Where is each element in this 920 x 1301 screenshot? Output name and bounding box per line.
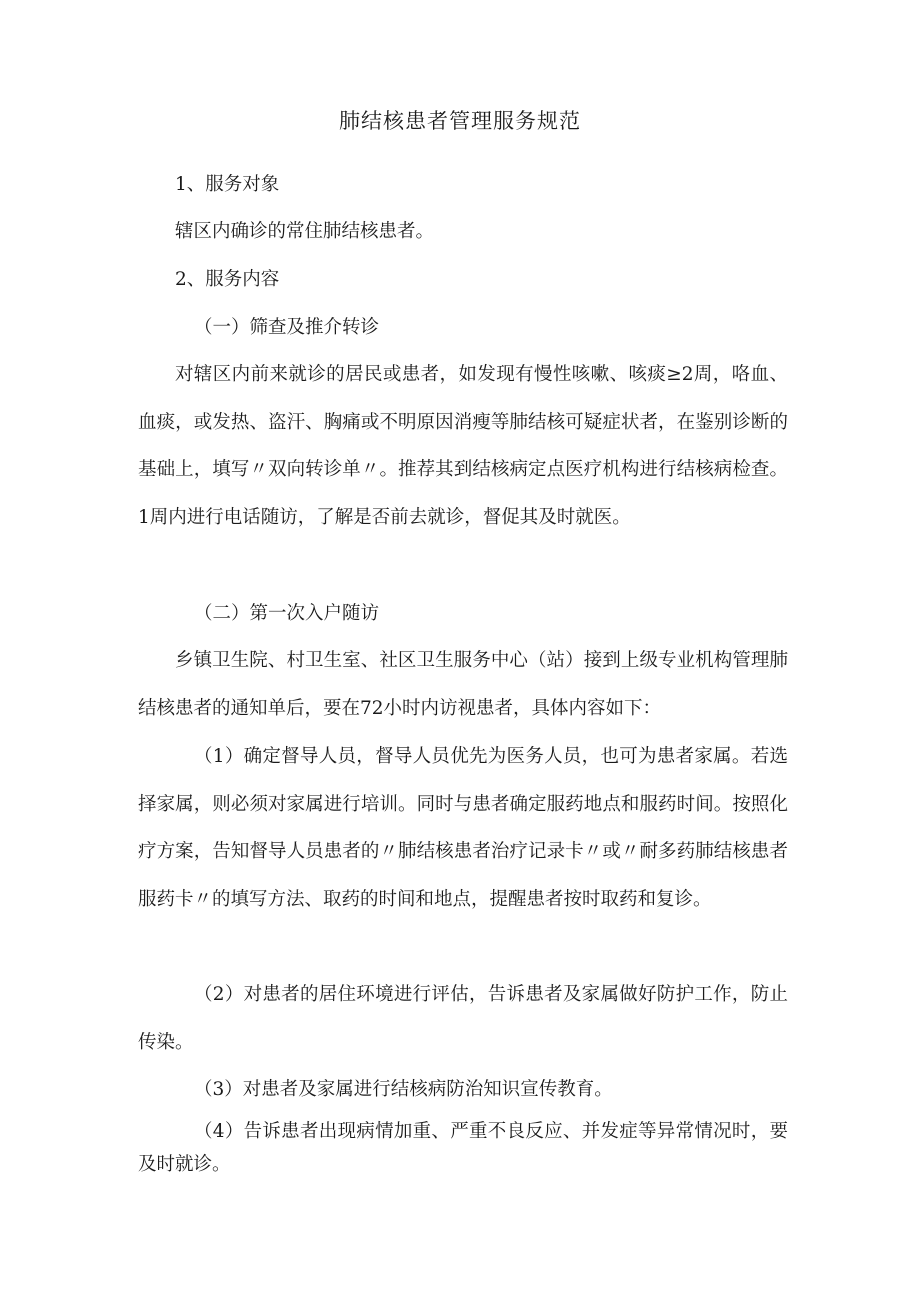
subheading-first-home-visit: （二）第一次入户随访 <box>194 603 380 624</box>
list-item-3-education: （3）对患者及家属进行结核病防治知识宣传教育。 <box>194 1079 613 1100</box>
subheading-screening-referral: （一）筛查及推介转诊 <box>194 317 380 338</box>
section-heading-service-content: 2、服务内容 <box>175 269 280 290</box>
list-item-2-environment: （2）对患者的居住环境进行评估，告诉患者及家属做好防护工作，防止传染。 <box>138 984 788 1053</box>
paragraph-first-home-visit: 乡镇卫生院、村卫生室、社区卫生服务中心（站）接到上级专业机构管理肺结核患者的通知单后，要在72小时内访视患者，具体内容如下： <box>138 650 788 719</box>
paragraph-screening-referral: 对辖区内前来就诊的居民或患者，如发现有慢性咳嗽、咳痰≥2周，咯血、血痰，或发热、盗汗、胸痛或不明原因消瘦等肺结核可疑症状者，在鉴别诊断的基础上，填写〃双向转诊单〃。推荐其到结核病定点医疗机构进行结核病检查。1周内进行电话随访，了解是否前去就诊，督促其及时就医。 <box>138 364 788 528</box>
list-item-4-seek-care: （4）告诉患者出现病情加重、严重不良反应、并发症等异常情况时，要及时就诊。 <box>138 1121 788 1175</box>
section-heading-service-target: 1、服务对象 <box>175 174 280 195</box>
paragraph-service-target: 辖区内确诊的常住肺结核患者。 <box>175 221 435 242</box>
list-item-1-supervisor: （1）确定督导人员，督导人员优先为医务人员，也可为患者家属。若选择家属，则必须对家属进行培训。同时与患者确定服药地点和服药时间。按照化疗方案，告知督导人员患者的〃肺结核患者治疗记录卡〃或〃耐多药肺结核患者服药卡〃的填写方法、取药的时间和地点，提醒患者按时取药和复诊。 <box>138 746 788 910</box>
document-title: 肺结核患者管理服务规范 <box>339 109 581 133</box>
